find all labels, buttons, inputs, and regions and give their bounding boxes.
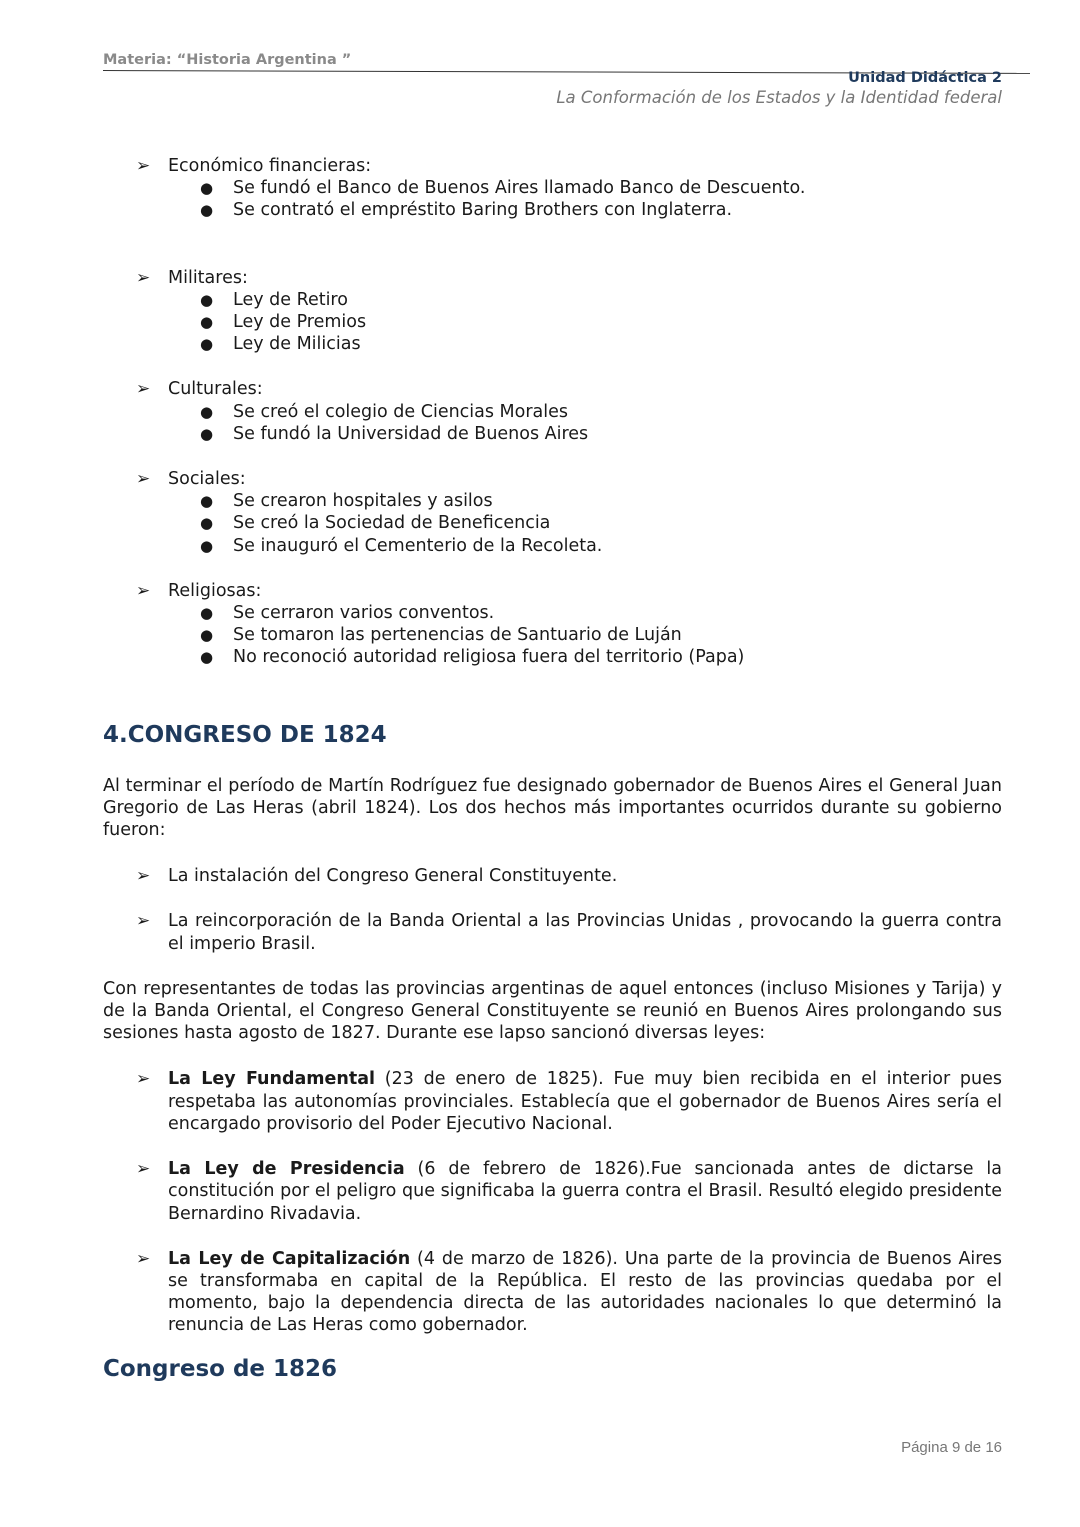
list-item-ley — [103, 1068, 1002, 1135]
arrow-bullet-icon: ➢ — [136, 866, 151, 887]
arrow-bullet-icon: ➢ — [136, 469, 151, 490]
arrow-bullet-icon: ➢ — [136, 911, 151, 932]
header-materia: Materia: “Historia Argentina ” — [103, 52, 352, 68]
page-content — [103, 155, 1002, 1383]
hecho-text: La instalación del Congreso General Constituyente. — [168, 866, 618, 887]
category-title: Militares: — [168, 267, 248, 288]
category-title: Culturales: — [168, 379, 263, 400]
header-subtitle: La Conformación de los Estados y la Identidad federal — [556, 88, 1002, 107]
list-item-ley — [103, 1158, 1002, 1225]
paragraph-representantes: Con representantes de todas las provincias argentinas de aquel entonces (incluso Misiones y Tarija) y de la Banda Oriental, el Congreso General Constituyente se reunió en Buenos Aires prolongando sus sesiones hasta agosto de 1827. Durante ese lapso sancionó diversas leyes: — [103, 978, 1002, 1044]
category-culturales — [103, 378, 1002, 400]
list-item-hecho — [103, 910, 1002, 954]
list-item: ● Se inauguró el Cementerio de la Recoleta. — [103, 535, 1002, 557]
list-item: ● Ley de Retiro — [103, 289, 1002, 311]
page-number: Página 9 de 16 — [901, 1439, 1002, 1456]
list-item: ● Ley de Milicias — [103, 333, 1002, 355]
list-item: ● Se tomaron las pertenencias de Santuario de Luján — [103, 624, 1002, 646]
list-item: ● Se fundó el Banco de Buenos Aires llamado Banco de Descuento. — [103, 177, 1002, 199]
ley-texto: (6 de febrero de 1826).Fue sancionada antes de dictarse la constitución por el peligro que significaba la guerra contra el Brasil. Resultó elegido presidente Bernardino Rivadavia. — [168, 1159, 1002, 1224]
ley-texto: (4 de marzo de 1826). Una parte de la provincia de Buenos Aires se transformaba en capital de la República. El resto de las provincias quedaba por el momento, bajo la dependencia directa de las autoridades nacionales lo que determinó la renuncia de Las Heras como gobernador. — [168, 1248, 1002, 1336]
section-heading-congreso-1826: Congreso de 1826 — [103, 1355, 338, 1382]
militares-list — [103, 289, 1002, 356]
list-item: ● No reconoció autoridad religiosa fuera del territorio (Papa) — [103, 646, 1002, 668]
list-item: ● Se creó la Sociedad de Beneficencia — [103, 512, 1002, 534]
list-item: ● Se creó el colegio de Ciencias Morales — [103, 401, 1002, 423]
arrow-bullet-icon: ➢ — [136, 1069, 151, 1090]
category-religiosas — [103, 580, 1002, 602]
category-economico — [103, 155, 1002, 177]
hecho-text: La reincorporación de la Banda Oriental a las Provincias Unidas , provocando la guerra contra el imperio Brasil. — [168, 911, 1002, 954]
list-item: ● Se crearon hospitales y asilos — [103, 490, 1002, 512]
arrow-bullet-icon: ➢ — [136, 580, 151, 601]
category-title: Religiosas: — [168, 580, 262, 601]
culturales-list — [103, 401, 1002, 445]
economico-list — [103, 177, 1002, 221]
religiosas-list — [103, 602, 1002, 669]
category-militares — [103, 267, 1002, 289]
list-item: ● Ley de Premios — [103, 311, 1002, 333]
category-sociales — [103, 468, 1002, 490]
category-title: Económico financieras: — [168, 156, 372, 176]
ley-nombre: La Ley Fundamental — [168, 1069, 376, 1090]
list-item-ley — [103, 1248, 1002, 1337]
category-title: Sociales: — [168, 469, 246, 490]
header-unidad: Unidad Didáctica 2 — [848, 70, 1002, 86]
ley-nombre: La Ley de Capitalización — [168, 1248, 411, 1269]
ley-nombre: La Ley de Presidencia — [168, 1159, 405, 1180]
arrow-bullet-icon: ➢ — [136, 1159, 151, 1180]
arrow-bullet-icon: ➢ — [136, 1248, 151, 1269]
ley-texto: (23 de enero de 1825). Fue muy bien recibida en el interior pues respetaba las autonomías provinciales. Establecía que el gobernador de Buenos Aires sería el encargado provisorio del Poder Ejecutivo Nacional. — [168, 1069, 1002, 1134]
paragraph-intro: Al terminar el período de Martín Rodríguez fue designado gobernador de Buenos Aires el General Juan Gregorio de Las Heras (abril 1824). Los dos hechos más importantes ocurridos durante su gobierno fueron: — [103, 775, 1002, 841]
arrow-bullet-icon: ➢ — [136, 156, 151, 176]
list-item: ● Se cerraron varios conventos. — [103, 602, 1002, 624]
list-item-hecho — [103, 865, 1002, 887]
section-heading-congreso-1824: 4.CONGRESO DE 1824 — [103, 721, 387, 748]
list-item: ● Se fundó la Universidad de Buenos Aires — [103, 423, 1002, 445]
sociales-list — [103, 490, 1002, 557]
arrow-bullet-icon: ➢ — [136, 379, 151, 400]
arrow-bullet-icon: ➢ — [136, 267, 151, 288]
list-item: ● Se contrató el empréstito Baring Brothers con Inglaterra. — [103, 199, 1002, 221]
